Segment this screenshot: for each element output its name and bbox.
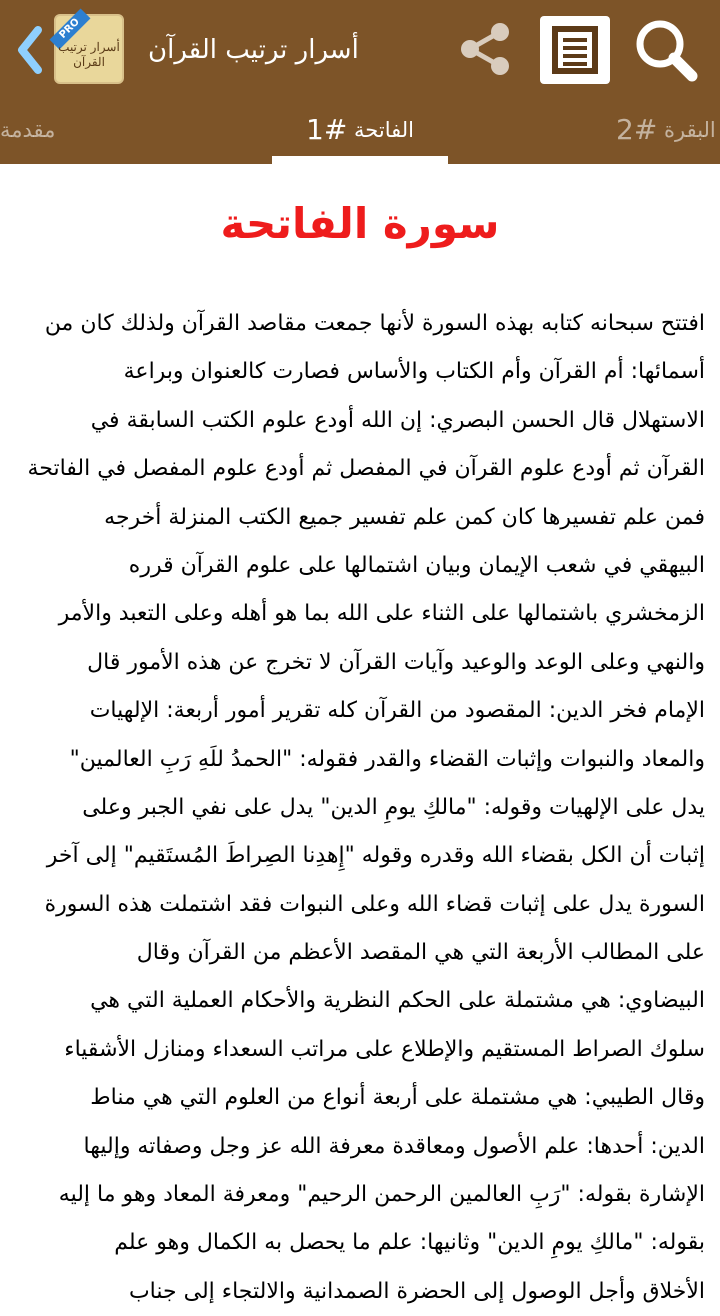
text-line: الأخلاق وأجل الوصول إلى الحضرة الصمدانية والالتجاء إلى جناب [128,1278,705,1304]
app-logo[interactable] [54,14,124,84]
text-line: القرآن ثم أودع علوم القرآن في المفصل ثم أودع علوم المفصل في الفاتحة [27,456,705,482]
text-line: سلوك الصراط المستقيم والإطلاع على مراتب السعداء ومنازل الأشقياء [64,1036,705,1062]
text-line: البيضاوي: هي مشتملة على الحكم النظرية والأحكام العملية التي هي [90,988,705,1014]
document-list-icon [552,26,598,74]
text-line: أسمائها: أم القرآن وأم الكتاب والأساس فصارت كالعنوان وبراعة [123,359,705,385]
contents-menu-button[interactable] [540,16,610,84]
text-line: بقوله: "مالكِ يومِ الدين" وثانيها: علم ما يحصل به الكمال وهو علم [114,1230,705,1256]
text-line: والنهي وعلى الوعد والوعيد وآيات القرآن لا تخرج عن هذه الأمور قال [87,649,705,675]
pro-badge: PRO [49,8,90,49]
search-icon[interactable] [630,14,702,86]
text-line: يدل على الإلهيات وقوله: "مالكِ يومِ الدين" يدل على نفي الجبر وعلى [82,794,705,820]
text-line: السورة يدل على إثبات قضاء الله وعلى النبوات فقد اشتملت هذه السورة [44,891,705,917]
text-line: وقال الطيبي: هي مشتملة على أربعة أنواع من العلوم التي هي مناط [90,1085,705,1111]
text-line: افتتح سبحانه كتابه بهذه السورة لأنها جمعت مقاصد القرآن ولذلك كان من [44,311,705,336]
text-line: الدين: أحدها: علم الأصول ومعاقدة معرفة الله عز وجل وصفاته وإليها [83,1133,705,1159]
text-line: الاستهلال قال الحسن البصري: إن الله أودع علوم الكتب السابقة في [90,407,705,433]
text-line: إثبات أن الكل بقضاء الله وقدره وقوله "إِهدِنا الصِراطَ المُستَقيم" إلى آخر [46,843,705,869]
text-line: فمن علم تفسيرها كان كمن علم تفسير جميع الكتب المنزلة أخرجه [104,504,705,530]
logo-text: أسرار ترتيب القرآن [58,40,120,69]
chevron-left-icon[interactable] [16,26,46,74]
article-body[interactable] [0,300,720,1304]
text-line: الإشارة بقوله: "رَبِ العالمين الرحمن الرحيم" ومعرفة المعاد وهو ما إليه [58,1182,705,1208]
tab-al-baqarah[interactable]: البقرة #2 [616,113,716,146]
tab-introduction[interactable]: مقدمة [0,118,56,142]
text-line: والمعاد والنبوات وإثبات القضاء والقدر فقوله: "الحمدُ للَهِ رَبِ العالمين" [69,746,705,772]
active-tab-indicator [272,156,448,164]
tab-al-fatiha[interactable]: الفاتحة #1 [306,113,414,146]
text-line: الزمخشري باشتمالها على الثناء على الله بما هو أهله وعلى التعبد والأمر [58,601,705,627]
share-icon[interactable] [456,20,514,78]
app-bar [0,0,720,164]
text-line: الإمام فخر الدين: المقصود من القرآن كله تقرير أمور أربعة: الإلهيات [89,698,705,724]
text-line: على المطالب الأربعة التي هي المقصد الأعظم من القرآن وقال [136,940,705,966]
text-line: البيهقي في شعب الإيمان وبيان اشتمالها على علوم القرآن قرره [128,552,705,578]
app-title: أسرار ترتيب القرآن [148,35,359,65]
surah-title: سورة الفاتحة [220,199,500,248]
